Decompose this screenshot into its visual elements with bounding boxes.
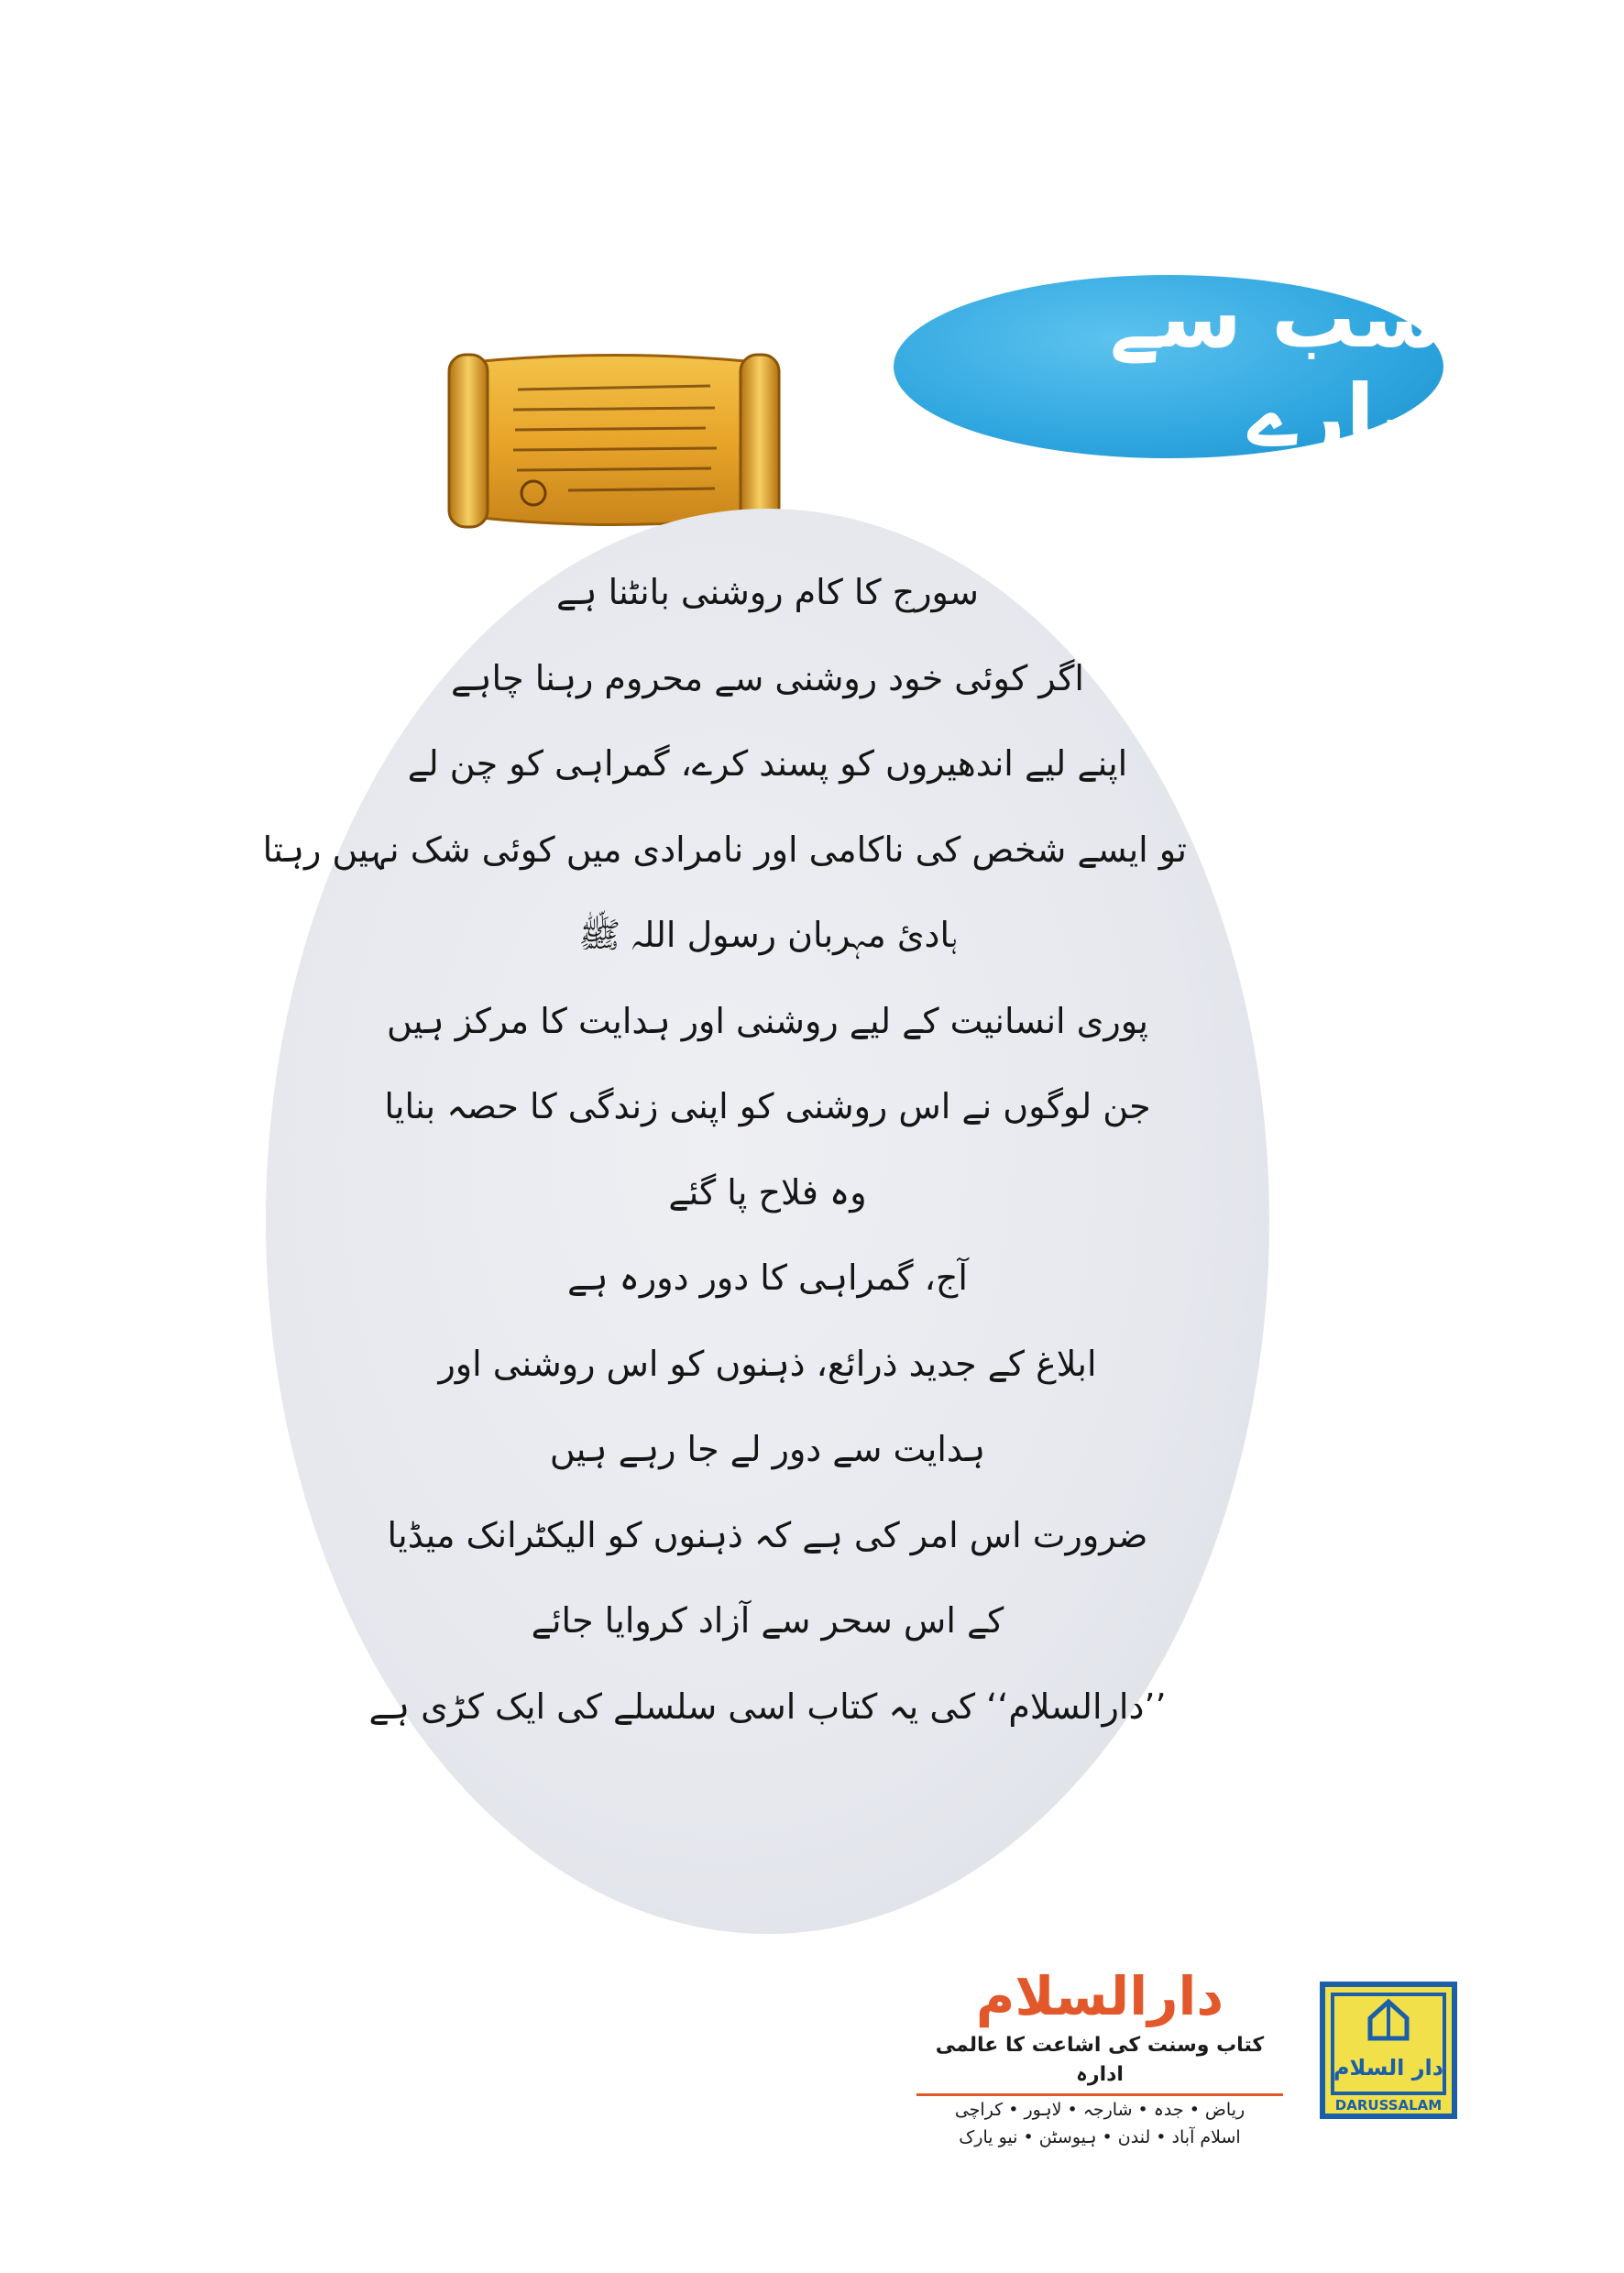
poem-line: اگر کوئی خود روشنی سے محروم رہنا چاہے [451,657,1084,698]
poem-line: کے اس سحر سے آزاد کروایا جائے [531,1600,1004,1641]
logo-text: DARUSSALAM [1334,2097,1443,2114]
title-badge [894,269,1443,465]
poem-line: پوری انسانیت کے لیے روشنی اور ہدایت کا مرکز ہیں [387,1000,1148,1041]
publisher-cities: اسلام آباد • لندن • ہیوسٹن • نیو یارک [959,2127,1241,2147]
poem-line: ابلاغ کے جدید ذرائع، ذہنوں کو اس روشنی اور [438,1343,1097,1384]
publisher-tagline: کتاب وسنت کی اشاعت کا عالمی ادارہ [916,2031,1283,2096]
poem-line: تو ایسے شخص کی ناکامی اور نامرادی میں کوئی شک نہیں رہتا [262,829,1187,870]
page-title: سب سے پیارے [1109,269,1443,465]
poem-line: ہدایت سے دور لے جا رہے ہیں [549,1429,986,1469]
poem-line: سورج کا کام روشنی بانٹنا ہے [555,572,980,612]
publisher-name: دارالسلام [975,1965,1224,2027]
poem-line: اپنے لیے اندھیروں کو پسند کرے، گمراہی کو چن لے [407,743,1128,784]
scroll-icon [431,344,797,536]
darussalam-logo [1320,1982,1457,2119]
poem-line: ’’دارالسلام‘‘ کی یہ کتاب اسی سلسلے کی ایک کڑی ہے [368,1686,1167,1727]
poem-block [262,550,1187,1750]
publisher-cities: ریاض • جدہ • شارجہ • لاہور • کراچی [954,2100,1245,2120]
poem-line: آج، گمراہی کا دور دورہ ہے [567,1257,968,1298]
poem-line: جن لوگوں نے اس روشنی کو اپنی زندگی کا حصہ بنایا [384,1086,1151,1126]
poem-line: وہ فلاح پا گئے [668,1171,867,1213]
logo-arabic: دار السلام [1333,2055,1444,2081]
poem-line: ہادیٔ مہربان رسول اللہ ﷺ [578,915,957,955]
publisher-info [907,1961,1292,2151]
poem-line: ضرورت اس امر کی ہے کہ ذہنوں کو الیکٹرانک میڈیا [387,1514,1148,1555]
publisher-footer [889,1961,1485,2147]
